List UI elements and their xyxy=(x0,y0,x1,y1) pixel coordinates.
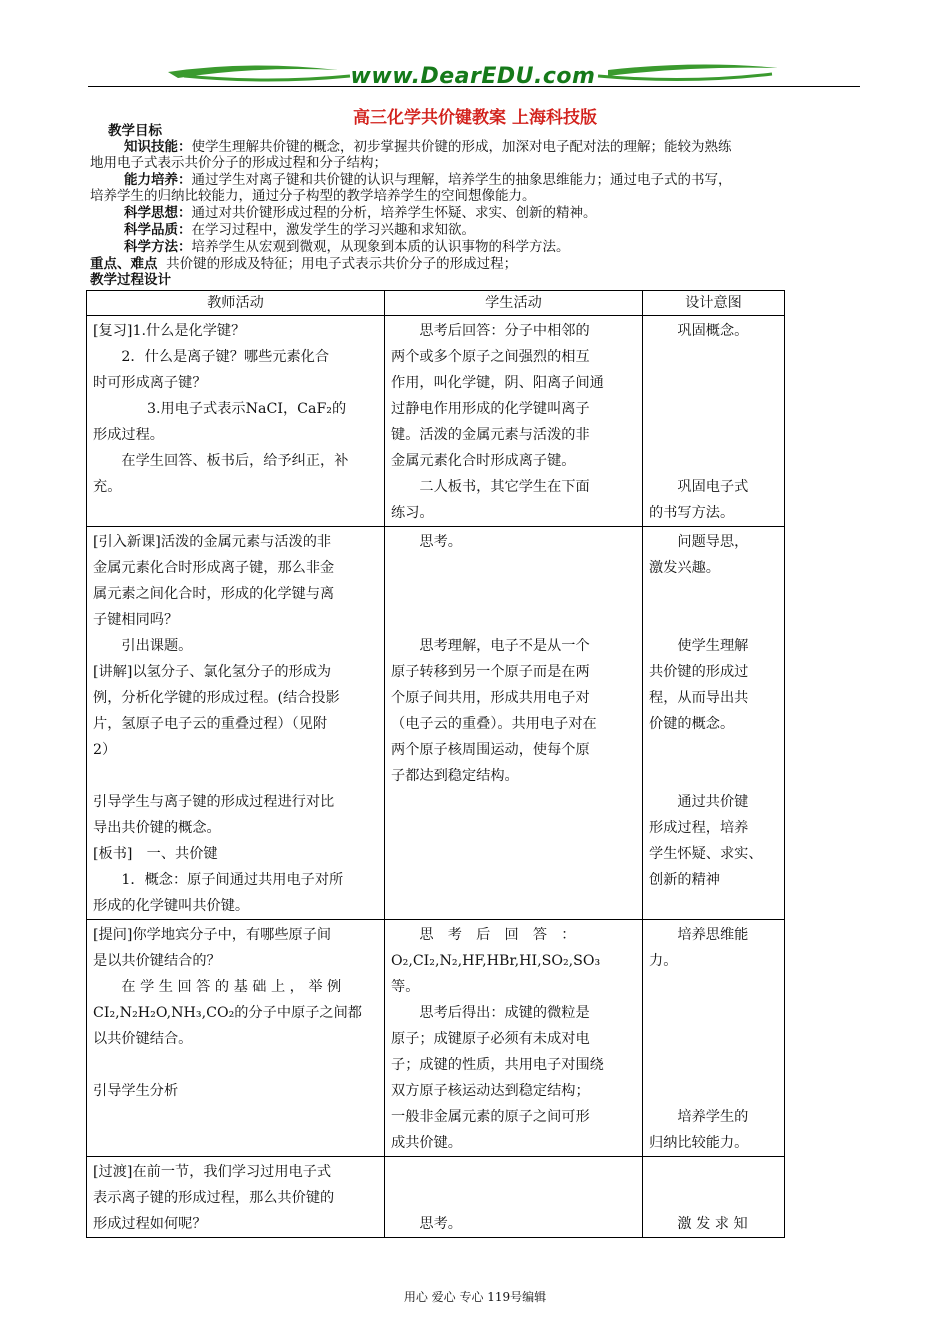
knowledge-label: 知识技能 xyxy=(124,139,178,155)
cell-line: 练习。 xyxy=(391,505,434,521)
table-row xyxy=(87,920,785,1157)
cell-line: 子键相同吗？ xyxy=(93,612,179,628)
cell-line: 一般非金属元素的原子之间可形 xyxy=(391,1109,590,1125)
header-student: 学生活动 xyxy=(385,291,643,316)
cell-line: 1．概念：原子间通过共用电子对所 xyxy=(121,872,344,888)
cell-line: 思考后回答：分子中相邻的 xyxy=(419,323,590,339)
cell-line: 培养学生的 xyxy=(677,1109,749,1125)
cell-line: 思考理解，电子不是从一个 xyxy=(419,638,590,654)
cell-line: 2．什么是离子键？哪些元素化合 xyxy=(121,349,330,365)
cell-line: O₂,CI₂,N₂,HF,HBr,HI,SO₂,SO₃ xyxy=(391,953,601,969)
teacher-cell xyxy=(87,527,385,920)
intent-cell xyxy=(643,920,785,1157)
ability-label: 能力培养 xyxy=(124,172,178,188)
cell-line: 键。活泼的金属元素与活泼的非 xyxy=(391,427,590,443)
objective-thinking: 科学思想：通过对共价键形成过程的分析，培养学生怀疑、求实、创新的精神。 xyxy=(90,205,860,221)
ability-text-2: 培养学生的归纳比较能力，通过分子构型的教学培养学生的空间想像能力。 xyxy=(90,188,536,204)
cell-line: 思 考 后 回 答 ： xyxy=(419,927,576,943)
cell-line: [复习]1.什么是化学键？ xyxy=(93,323,246,339)
cell-line: 通过共价键 xyxy=(677,794,749,810)
page-title: 高三化学共价键教案 上海科技版 xyxy=(353,108,597,128)
cell-line: [引入新课]活泼的金属元素与活泼的非 xyxy=(93,534,332,550)
cell-line: 巩固电子式 xyxy=(677,479,749,495)
cell-line: 双方原子核运动达到稳定结构； xyxy=(391,1083,590,1099)
cell-line: 培养思维能 xyxy=(677,927,749,943)
student-cell xyxy=(385,920,643,1157)
header-intent: 设计意图 xyxy=(643,291,785,316)
cell-line: 创新的精神 xyxy=(649,872,720,888)
cell-line: 引导学生与离子键的形成过程进行对比 xyxy=(93,794,335,810)
cell-line: 作用，叫化学键，阴、阳离子间通 xyxy=(391,375,604,391)
cell-line: [讲解]以氢分子、氯化氢分子的形成为 xyxy=(93,664,332,680)
cell-line: 思考。 xyxy=(419,534,462,550)
knowledge-text-2: 地用电子式表示共价分子的形成过程和分子结构； xyxy=(90,155,387,171)
cell-line: 以共价键结合。 xyxy=(93,1031,193,1047)
cell-line: 程，从而导出共 xyxy=(649,690,749,706)
objective-method: 科学方法：培养学生从宏观到微观，从现象到本质的认识事物的科学方法。 xyxy=(90,239,860,255)
objective-key-points xyxy=(90,256,860,272)
cell-line: 3.用电子式表示NaCI，CaF₂的 xyxy=(146,401,347,417)
table-row xyxy=(87,316,785,527)
cell-line: 的书写方法。 xyxy=(649,505,735,521)
objectives-heading-text: 教学目标 xyxy=(108,123,162,139)
table-header-row xyxy=(87,291,785,316)
cell-line: 巩固概念。 xyxy=(677,323,749,339)
lesson-table xyxy=(86,290,785,1238)
cell-line: （电子云的重叠）。共用电子对在 xyxy=(391,716,597,732)
cell-line: 属元素之间化合时，形成的化学键与离 xyxy=(93,586,335,602)
ability-text: 通过学生对离子键和共价键的认识与理解，培养学生的抽象思维能力；通过电子式的书写， xyxy=(191,172,732,188)
table-row xyxy=(87,527,785,920)
thinking-text: 通过对共价键形成过程的分析，培养学生怀疑、求实、创新的精神。 xyxy=(191,205,597,221)
quality-label: 科学品质 xyxy=(124,222,178,238)
table-row xyxy=(87,1157,785,1238)
cell-line: 激发兴趣。 xyxy=(649,560,720,576)
cell-line: [过渡]在前一节，我们学习过用电子式 xyxy=(93,1164,332,1180)
cell-line: 激 发 求 知 xyxy=(677,1216,748,1232)
teacher-cell xyxy=(87,1157,385,1238)
cell-line: 问题导思， xyxy=(677,534,749,550)
intent-cell xyxy=(643,527,785,920)
cell-line: 引出课题。 xyxy=(121,638,193,654)
site-header-banner xyxy=(88,54,858,98)
cell-line: 思考后得出：成键的微粒是 xyxy=(419,1005,590,1021)
objectives-heading xyxy=(90,123,860,139)
student-cell xyxy=(385,316,643,527)
cell-line: 个原子间共用，形成共用电子对 xyxy=(391,690,590,706)
objective-knowledge-cont xyxy=(90,155,860,171)
cell-line: 在 学 生 回 答 的 基 础 上 ， 举 例 xyxy=(121,979,342,995)
teacher-cell xyxy=(87,316,385,527)
cell-line: 思考。 xyxy=(419,1216,462,1232)
header-divider xyxy=(88,86,860,87)
cell-line: 时可形成离子键？ xyxy=(93,375,207,391)
process-heading xyxy=(90,272,860,288)
key-text: 共价键的形成及特征；用电子式表示共价分子的形成过程； xyxy=(166,256,518,272)
cell-line: 两个原子核周围运动，使每个原 xyxy=(391,742,590,758)
cell-line: 导出共价键的概念。 xyxy=(93,820,221,836)
cell-line: 归纳比较能力。 xyxy=(649,1135,749,1151)
cell-line: 是以共价键结合的？ xyxy=(93,953,221,969)
cell-line: 充。 xyxy=(93,479,122,495)
method-label: 科学方法 xyxy=(124,239,178,255)
cell-line: 表示离子键的形成过程，那么共价键的 xyxy=(93,1190,335,1206)
cell-line: 片，氢原子电子云的重叠过程）（见附 xyxy=(93,716,328,732)
cell-line: 原子；成键原子必须有未成对电 xyxy=(391,1031,590,1047)
intent-cell xyxy=(643,1157,785,1238)
quality-text: 在学习过程中，激发学生的学习兴趣和求知欲。 xyxy=(191,222,475,238)
cell-line: 形成过程如何呢？ xyxy=(93,1216,207,1232)
intent-cell xyxy=(643,316,785,527)
cell-line: 价键的概念。 xyxy=(649,716,735,732)
cell-line: 子；成键的性质，共用电子对围绕 xyxy=(391,1057,604,1073)
cell-line: 形成过程，培养 xyxy=(649,820,749,836)
teacher-cell xyxy=(87,920,385,1157)
cell-line: 过静电作用形成的化学键叫离子 xyxy=(391,401,590,417)
knowledge-text: 使学生理解共价键的概念，初步掌握共价键的形成，加深对电子配对法的理解；能较为熟练 xyxy=(191,139,732,155)
cell-line: 金属元素化合时形成离子键。 xyxy=(391,453,576,469)
cell-line: [提问]你学地宾分子中，有哪些原子间 xyxy=(93,927,332,943)
cell-line: 等。 xyxy=(391,979,420,995)
cell-line: CI₂,N₂H₂O,NH₃,CO₂的分子中原子之间都 xyxy=(93,1005,362,1021)
method-text: 培养学生从宏观到微观，从现象到本质的认识事物的科学方法。 xyxy=(191,239,570,255)
site-logo-text: www.DearEDU.com xyxy=(350,64,596,89)
cell-line: 子都达到稳定结构。 xyxy=(391,768,519,784)
cell-line: 例，分析化学键的形成过程。(结合投影 xyxy=(93,690,340,706)
objective-knowledge: 知识技能：使学生理解共价键的概念，初步掌握共价键的形成，加深对电子配对法的理解；能较为熟练 xyxy=(90,139,860,155)
objective-ability-cont xyxy=(90,188,860,204)
cell-line: 金属元素化合时形成离子键，那么非金 xyxy=(93,560,335,576)
objective-ability: 能力培养：通过学生对离子键和共价键的认识与理解，培养学生的抽象思维能力；通过电子式的书写， xyxy=(90,172,860,188)
student-cell xyxy=(385,1157,643,1238)
objective-quality: 科学品质：在学习过程中，激发学生的学习兴趣和求知欲。 xyxy=(90,222,860,238)
key-label: 重点、难点 xyxy=(90,256,158,272)
cell-line: 在学生回答、板书后，给予纠正，补 xyxy=(121,453,349,469)
cell-line: 引导学生分析 xyxy=(93,1083,179,1099)
header-teacher: 教师活动 xyxy=(87,291,385,316)
student-cell xyxy=(385,527,643,920)
cell-line: 共价键的形成过 xyxy=(649,664,749,680)
cell-line: 两个或多个原子之间强烈的相互 xyxy=(391,349,590,365)
cell-line: 形成的化学键叫共价键。 xyxy=(93,898,250,914)
cell-line: 二人板书，其它学生在下面 xyxy=(419,479,590,495)
process-label: 教学过程设计 xyxy=(90,272,171,288)
cell-line: 2） xyxy=(93,742,117,758)
cell-line: 使学生理解 xyxy=(677,638,749,654)
cell-line: 成共价键。 xyxy=(391,1135,462,1151)
cell-line: [板书] 一、共价键 xyxy=(93,846,218,862)
cell-line: 原子转移到另一个原子而是在两 xyxy=(391,664,590,680)
page-footer: 用心 爱心 专心 119号编辑 xyxy=(403,1290,547,1304)
cell-line: 形成过程。 xyxy=(93,427,164,443)
thinking-label: 科学思想 xyxy=(124,205,178,221)
cell-line: 力。 xyxy=(649,953,678,969)
cell-line: 学生怀疑、求实、 xyxy=(649,846,763,862)
